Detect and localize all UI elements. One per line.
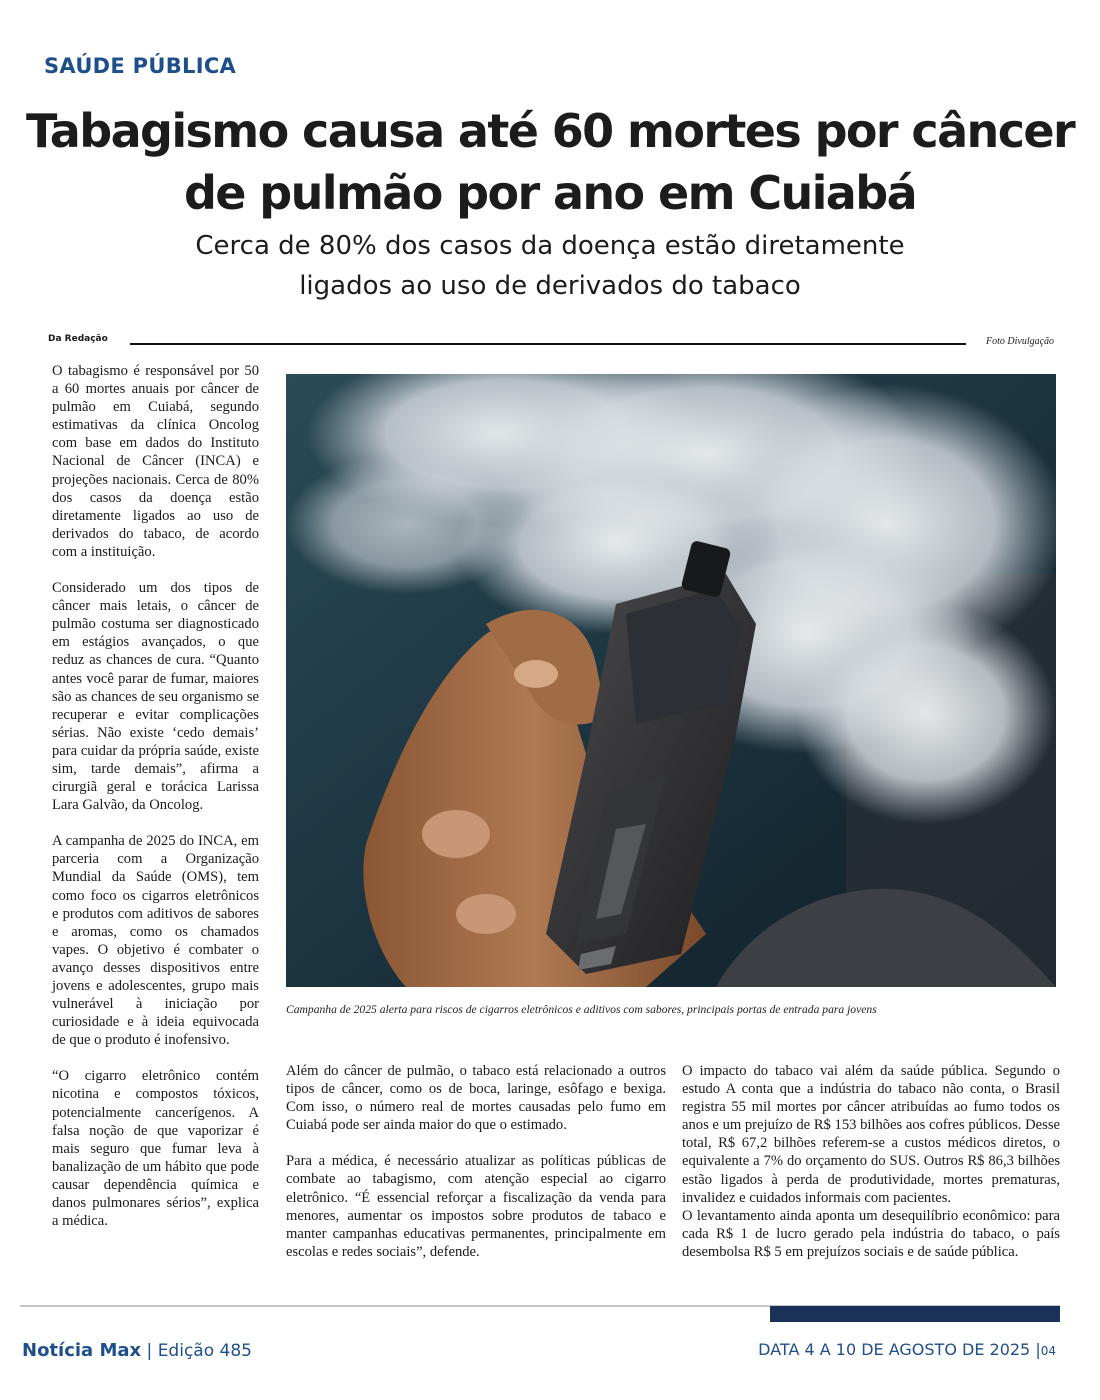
footer-separator: | [146, 1341, 153, 1361]
byline-divider [130, 343, 966, 345]
section-label: SAÚDE PÚBLICA [44, 54, 237, 78]
paragraph: O impacto do tabaco vai além da saúde pública. Segundo o estudo A conta que a indústria do tabaco não conta, o Brasil registra 55 mil mortes por câncer atribuídas ao fumo todos os anos e um prejuízo de R$ 153 bilhões aos cofres públicos. Desse total, R$ 67,2 bilhões referem-se a custos médicos diretos, o equivalente a 7% do orçamento do SUS. Outros R$ 86,3 bilhões estão ligados à perda de produtividade, mortes prematuras, invalidez e cuidados informais com pacientes. [682, 1063, 1060, 1206]
headline-line-2: de pulmão por ano em Cuiabá [183, 166, 917, 220]
paragraph: Além do câncer de pulmão, o tabaco está relacionado a outros tipos de câncer, como os de boca, laringe, esôfago e bexiga. Com isso, o número real de mortes causadas pelo fumo em Cuiabá pode ser ainda maior do que o estimado. [286, 1063, 666, 1134]
page-separator: | [1035, 1340, 1041, 1359]
article-column-left [52, 362, 259, 1248]
subheadline [40, 226, 1060, 306]
article-column-right [682, 1062, 1060, 1261]
edition-date: DATA 4 A 10 DE AGOSTO DE 2025 [758, 1340, 1031, 1359]
page-number: 04 [1040, 1344, 1056, 1358]
edition-number: Edição 485 [157, 1341, 252, 1361]
byline: Da Redação [48, 334, 108, 344]
publication-name: Notícia Max [22, 1340, 142, 1361]
photo-credit: Foto Divulgação [986, 336, 1055, 347]
article-photo [286, 374, 1056, 987]
footer-brand [22, 1340, 252, 1361]
subheadline-line-2: ligados ao uso de derivados do tabaco [299, 271, 801, 301]
article-column-middle [286, 1062, 666, 1279]
paragraph: “O cigarro eletrônico contém nicotina e compostos tóxicos, potencialmente cancerígenos. A falsa noção de que vaporizar é mais seguro que fumar leva à banalização de um hábito que pode causar dependência química e danos pulmonares sérios”, explica a médica. [52, 1068, 259, 1230]
paragraph: A campanha de 2025 do INCA, em parceria com a Organização Mundial da Saúde (OMS), tem como foco os cigarros eletrônicos e produtos com aditivos de sabores e aromas, como os chamados vapes. O objetivo é combater o avanço desses dispositivos entre jovens e adolescentes, grupo mais vulnerável à iniciação por curiosidade e à ideia equivocada de que o produto é inofensivo. [52, 833, 259, 1049]
headline [20, 100, 1080, 224]
subheadline-line-1: Cerca de 80% dos casos da doença estão diretamente [195, 231, 905, 261]
headline-line-1: Tabagismo causa até 60 mortes por câncer [25, 104, 1075, 158]
paragraph: Considerado um dos tipos de câncer mais letais, o câncer de pulmão costuma ser diagnosticado em estágios avançados, o que reduz as chances de cura. “Quanto antes você parar de fumar, maiores são as chances de seu organismo se recuperar e evitar complicações sérias. Não existe ‘cedo demais’ para cuidar da própria saúde, existe sim, tarde demais”, afirma a cirurgiã geral e torácica Larissa Lara Galvão, da Oncolog. [52, 580, 259, 814]
footer-date-page [758, 1340, 1056, 1359]
footer-accent-bar [770, 1306, 1060, 1322]
vape-photo-illustration [286, 374, 1056, 987]
paragraph: Para a médica, é necessário atualizar as políticas públicas de combate ao tabagismo, com atenção especial ao cigarro eletrônico. “É essencial reforçar a fiscalização da venda para menores, aumentar os impostos sobre produtos de tabaco e manter campanhas educativas permanentes, principalmente em escolas e redes sociais”, defende. [286, 1153, 666, 1260]
paragraph: O levantamento ainda aponta um desequilíbrio econômico: para cada R$ 1 de lucro gerado pela indústria do tabaco, o país desembolsa R$ 5 em prejuízos sociais e de saúde pública. [682, 1207, 1060, 1260]
photo-caption: Campanha de 2025 alerta para riscos de cigarros eletrônicos e aditivos com sabores, principais portas de entrada para jovens [286, 1003, 877, 1016]
paragraph: O tabagismo é responsável por 50 a 60 mortes anuais por câncer de pulmão em Cuiabá, segundo estimativas da clínica Oncolog com base em dados do Instituto Nacional de Câncer (INCA) e projeções nacionais. Cerca de 80% dos casos da doença estão diretamente ligados ao uso de derivados do tabaco, de acordo com a instituição. [52, 363, 259, 560]
